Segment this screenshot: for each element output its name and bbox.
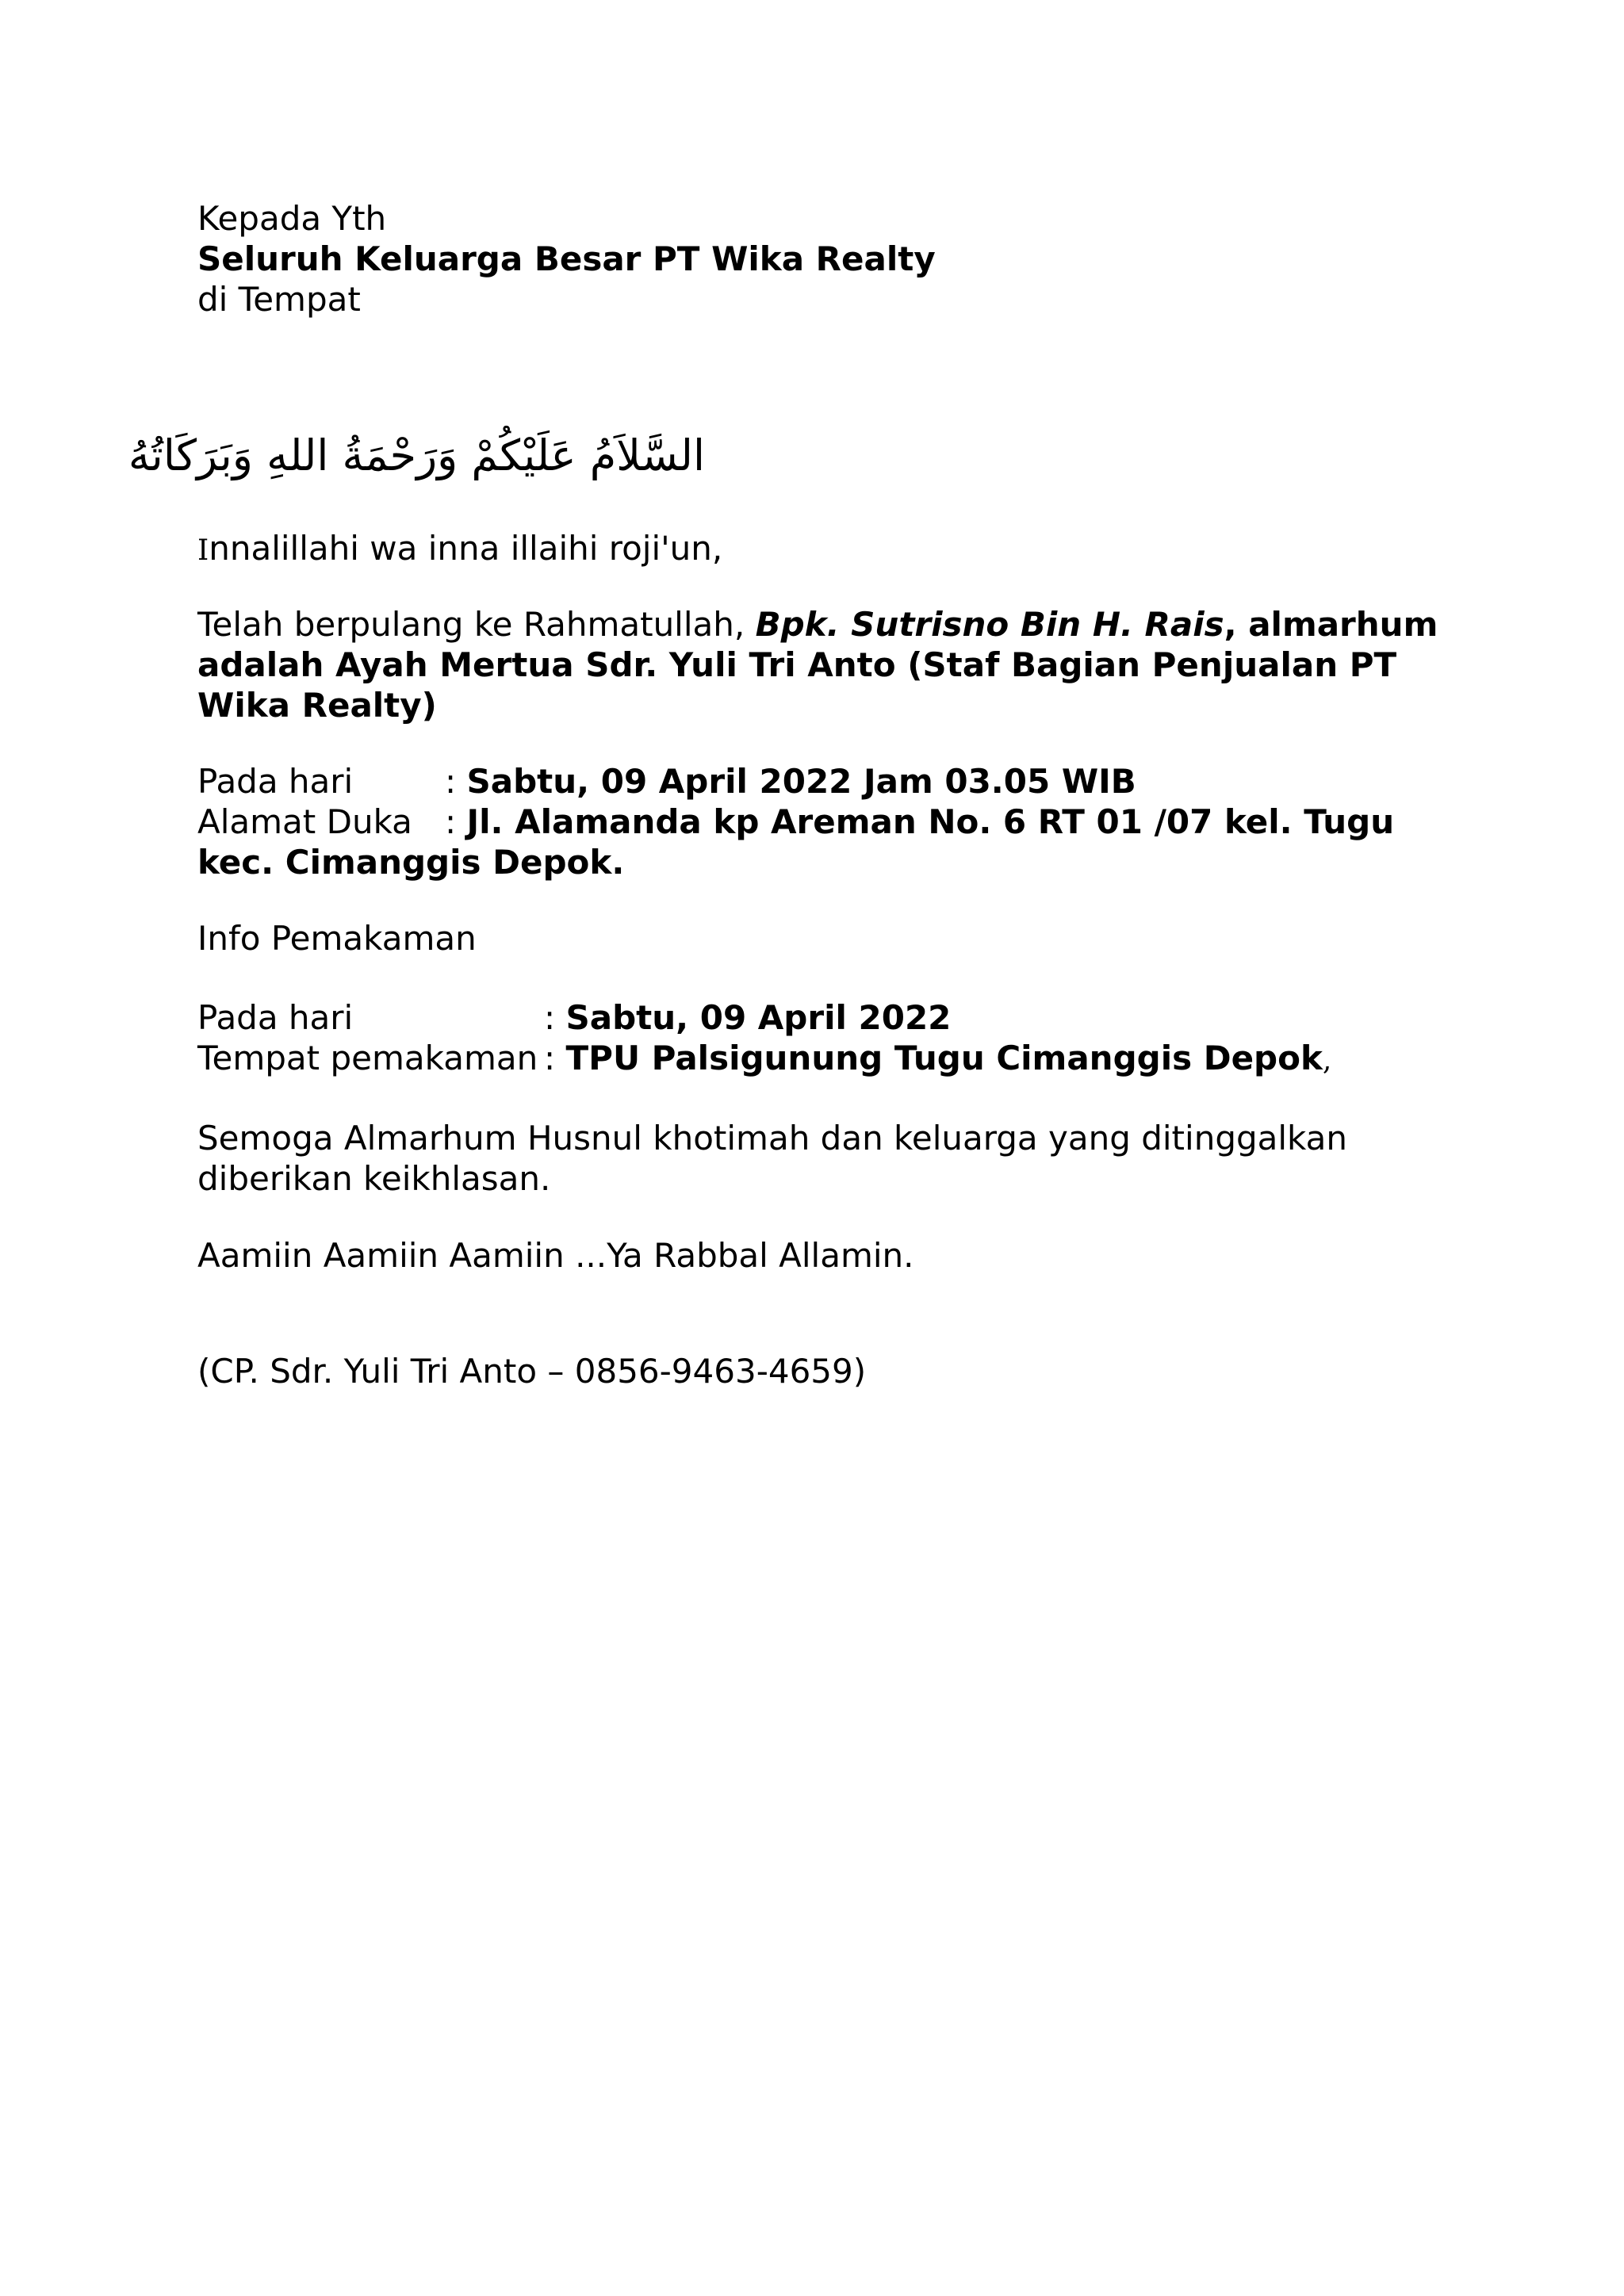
death-address-label: Alamat Duka xyxy=(197,802,412,841)
death-address-separator: : xyxy=(445,802,457,841)
death-address-value-1: Jl. Alamanda kp Areman No. 6 RT 01 /07 kel. Tugu xyxy=(466,802,1395,841)
funeral-day-separator: : xyxy=(544,998,556,1037)
recipient-line-1: Kepada Yth xyxy=(197,199,387,238)
funeral-place-label: Tempat pemakaman xyxy=(197,1039,538,1077)
recipient-line-2: Seluruh Keluarga Besar PT Wika Realty xyxy=(197,239,936,278)
death-address-value-2: kec. Cimanggis Depok. xyxy=(197,843,625,882)
funeral-place-value: TPU Palsigunung Tugu Cimanggis Depok xyxy=(565,1039,1323,1077)
prayer-line-2: diberikan keikhlasan. xyxy=(197,1159,551,1198)
opening-rest: nnalillahi wa inna illaihi roji'un, xyxy=(209,529,723,568)
prayer-line-1: Semoga Almarhum Husnul khotimah dan keluarga yang ditinggalkan xyxy=(197,1119,1347,1158)
funeral-place-row xyxy=(197,1038,1331,1081)
announcement-after-name: , almarhum xyxy=(1224,605,1438,644)
death-address-row xyxy=(197,802,1394,843)
announcement-line-1 xyxy=(197,604,1438,645)
death-day-label: Pada hari xyxy=(197,762,354,801)
funeral-place-separator: : xyxy=(544,1039,556,1077)
announcement-line-2: adalah Ayah Mertua Sdr. Yuli Tri Anto (Staf Bagian Penjualan PT xyxy=(197,645,1397,684)
contact-line: (CP. Sdr. Yuli Tri Anto – 0856-9463-4659) xyxy=(197,1352,867,1391)
announcement-intro: Telah berpulang ke Rahmatullah, xyxy=(197,605,756,644)
funeral-heading: Info Pemakaman xyxy=(197,919,477,958)
funeral-day-label: Pada hari xyxy=(197,998,354,1037)
death-day-separator: : xyxy=(445,762,457,801)
opening-line xyxy=(197,528,722,572)
funeral-day-value: Sabtu, 09 April 2022 xyxy=(565,998,952,1037)
recipient-line-3: di Tempat xyxy=(197,280,361,319)
death-day-row xyxy=(197,761,1136,802)
announcement-line-3: Wika Realty) xyxy=(197,686,437,725)
opening-first-letter: I xyxy=(197,534,209,567)
death-day-value: Sabtu, 09 April 2022 Jam 03.05 WIB xyxy=(466,762,1136,801)
amin-line: Aamiin Aamiin Aamiin ...Ya Rabbal Allamin. xyxy=(197,1236,914,1275)
funeral-place-trailing: , xyxy=(1322,1044,1332,1077)
deceased-name: Bpk. Sutrisno Bin H. Rais xyxy=(755,605,1224,644)
arabic-greeting: السَّلاَمُ عَلَيْكُمْ وَرَحْمَةُ اللهِ وَبَرَكَاتُهُ xyxy=(128,430,705,480)
funeral-day-row xyxy=(197,997,951,1039)
